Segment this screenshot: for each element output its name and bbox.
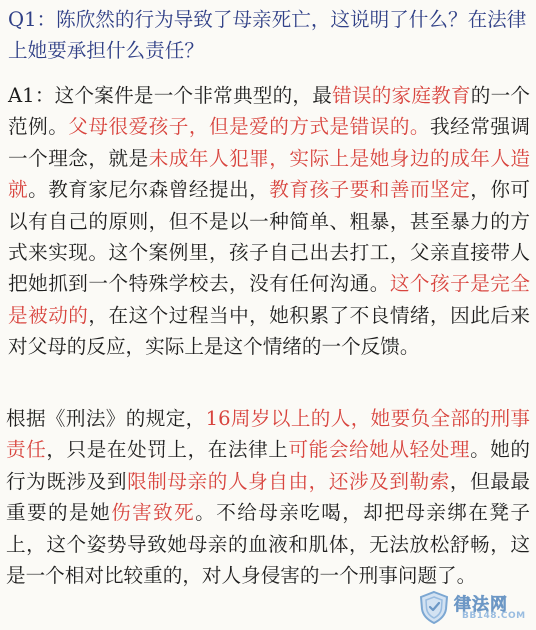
site-watermark bbox=[418, 590, 530, 624]
legal-highlight: 可能会给她从轻处理 bbox=[288, 438, 471, 462]
legal-segment: 。她的行为既涉及到 bbox=[6, 438, 531, 493]
answer-highlight: 父母很爱孩子，但是爱的方式是错误的。 bbox=[68, 115, 431, 139]
answer-highlight: 未成年人犯罪，实际上是她身边的成年人造就 bbox=[8, 146, 531, 202]
answer-segment: A1：这个案件是一个非常典型的，最 bbox=[8, 84, 333, 107]
answer-highlight: 这个孩子是完全是被动的 bbox=[8, 272, 530, 327]
legal-segment: 。不给母亲吃喝，却把母亲绑在凳子上，这个姿势导致她母亲的血液和肌体，无法放松舒畅，这是一个相对比较重的，对人身侵害的一个刑事问题了。 bbox=[6, 501, 531, 588]
legal-highlight: 限制母亲的人身自由，还涉及到勒索 bbox=[127, 469, 450, 493]
legal-segment: ，但最最重要的是她 bbox=[6, 469, 531, 525]
shield-logo-icon bbox=[418, 590, 450, 624]
answer-segment: 。教育家尼尔森曾经提出， bbox=[28, 178, 270, 202]
watermark-name: 律法网 bbox=[454, 595, 508, 615]
legal-highlight: 16周岁以上的人，她要负全部的刑事责任 bbox=[6, 407, 530, 462]
legal-segment: ，只是在处罚上，在法律上 bbox=[46, 438, 289, 462]
answer-segment: 我经常强调一个理念，就是 bbox=[8, 115, 531, 170]
legal-segment: 根据《刑法》的规定， bbox=[6, 407, 206, 430]
legal-highlight: 伤害致死 bbox=[111, 501, 196, 525]
answer-segment: 的一个范例。 bbox=[8, 84, 531, 139]
watermark-url: BB148.COM bbox=[462, 611, 526, 621]
answer-highlight: 错误的家庭教育 bbox=[332, 84, 471, 107]
answer-segment: ，你可以有自己的原则，但不是以一种简单、粗暴，甚至暴力的方式来实现。这个案例里，孩子自己出去打工，父亲直接带人把她抓到一个特殊学校去，没有任何沟通。 bbox=[8, 178, 531, 296]
answer-highlight: 教育孩子要和善而坚定 bbox=[269, 178, 471, 202]
answer-paragraph bbox=[8, 80, 530, 363]
legal-paragraph bbox=[6, 403, 530, 591]
question-heading: Q1：陈欣然的行为导致了母亲死亡，这说明了什么？在法律上她要承担什么责任？ bbox=[8, 8, 527, 62]
answer-segment: ，在这个过程当中，她积累了不良情绪，因此后来对父母的反应，实际上是这个情绪的一个反馈。 bbox=[8, 303, 531, 359]
